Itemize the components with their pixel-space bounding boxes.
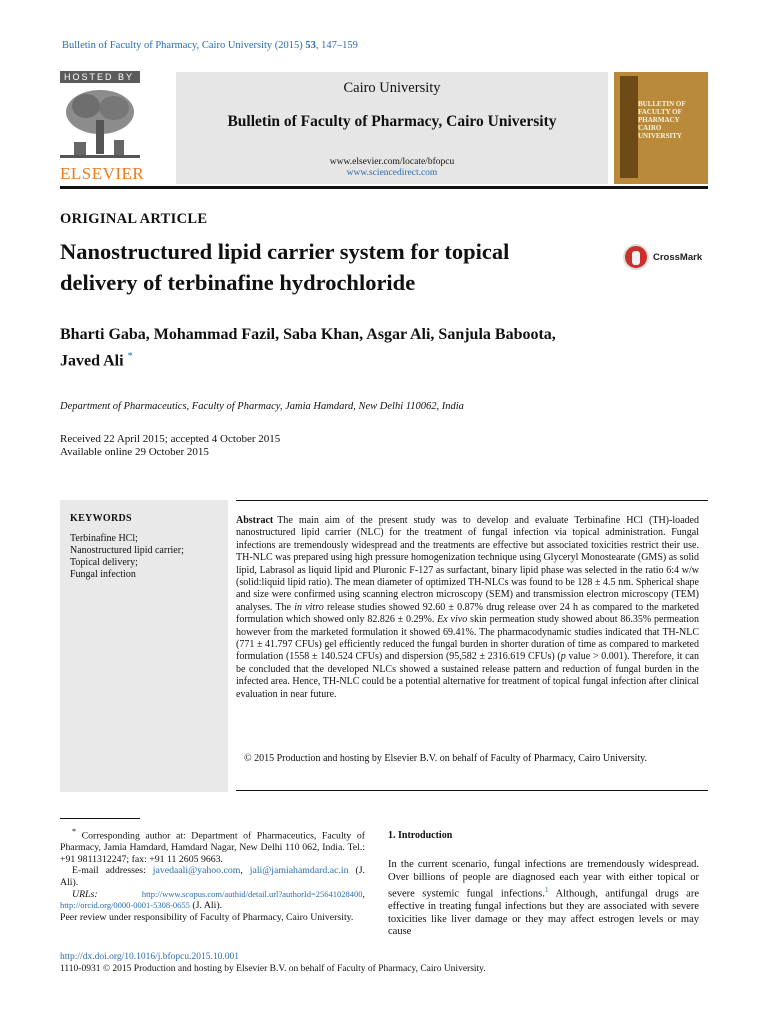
article-title	[60, 236, 600, 298]
url-owner: (J. Ali).	[189, 900, 223, 912]
keyword-item: Nanostructured lipid carrier;	[70, 545, 184, 556]
footnote-rule	[60, 818, 140, 819]
scopus-link[interactable]: http://www.scopus.com/authid/detail.url?authorId=25641028400	[141, 888, 363, 899]
abstract-heading: Abstract	[236, 515, 274, 526]
abstract-body	[236, 515, 699, 701]
url-separator: ,	[362, 888, 365, 900]
authors-line-1: Bharti Gaba, Mohammad Fazil, Saba Khan, Asgar Ali, Sanjula Baboota,	[60, 326, 556, 343]
urls-footnote	[60, 889, 365, 912]
crossmark-button[interactable]	[623, 244, 703, 272]
reference-link[interactable]: 1	[544, 885, 549, 894]
abstract-top-rule	[236, 500, 708, 501]
abstract-copyright: © 2015 Production and hosting by Elsevier B.V. on behalf of Faculty of Pharmacy, Cairo University.	[244, 753, 647, 764]
keywords-list	[70, 533, 184, 581]
corresponding-author-link[interactable]: *	[127, 351, 133, 362]
keyword-item: Fungal infection	[70, 569, 136, 580]
crossmark-label: CrossMark	[653, 252, 703, 263]
affiliation: Department of Pharmaceutics, Faculty of Pharmacy, Jamia Hamdard, New Delhi 110062, India	[60, 401, 464, 412]
keyword-item: Topical delivery;	[70, 557, 138, 568]
email-link-2[interactable]: jali@jamiahamdard.ac.in	[249, 865, 349, 877]
footnotes	[60, 826, 365, 924]
header-rule	[60, 186, 708, 189]
abstract-text: The main aim of the present study was to develop and evaluate Terbinafine HCl (TH)-loaded nanostructured lipid carrier (NLC) for the treatment of fungal infection via topical administration. Fungal infections are tremendously widespread and the treatments are effective but associated toxicities restrict their use. TH-NLC was prepared using high pressure homogenization technique using Glyceryl Monostearate (GMS) as solid lipid, Labrasol as liquid lipid and Pluronic F-127 as surfactant, binary lipid phase was selected in the ratio 6:4 w/w (solid:liquid lipid ratio). The mean diameter of optimized TH-NLCs was found to be 128 ± 4.5 nm. Spherical shape and size were confirmed using scanning electron microscopy (SEM) and transmission electron microscopy (TEM) analyses. The	[236, 515, 699, 613]
crossmark-icon	[623, 244, 649, 270]
abstract-text: value > 0.001). Therefore, it can be concluded that the developed NLCs showed a sustained release pattern and reduction of fungal burden in the infected area. Hence, TH-NLC could be a potential alternative for treatment of topical fungal infection after clinical evaluation in near future.	[236, 651, 699, 700]
footnote-star: *	[72, 827, 77, 836]
abstract-text: skin permeation study showed about 86.35% permeation however from the marketed formulation it showed 69.41%. The pharmacodynamic studies indicated that TH-NLC (771 ± 41.797 CFUs) gel efficiently reduced the fungal burden in shorter duration of time as compared to marketed formulation (1558 ± 140.524 CFUs) and dispersion (95,582 ± 2316.619 CFUs) (	[236, 614, 699, 663]
email-separator: ,	[240, 865, 250, 877]
title-line-1: Nanostructured lipid carrier system for topical	[60, 239, 510, 264]
intro-text: Although, antifungal drugs are effective in treating fungal infections but they are associated with severe toxicities like liver damage or they may affect estrogen levels or may cause	[388, 888, 699, 937]
citation-volume: 53	[305, 40, 316, 51]
abstract-italic-p: p	[560, 651, 566, 663]
sciencedirect-url[interactable]: www.sciencedirect.com	[346, 168, 438, 178]
urls-label: URLs:	[72, 888, 142, 900]
abstract-italic-in-vitro: in vitro	[294, 601, 324, 613]
keywords-heading: KEYWORDS	[70, 513, 132, 524]
intro-body	[388, 859, 699, 939]
journal-cover-image	[614, 72, 708, 184]
received-date: Received 22 April 2015; accepted 4 October 2015	[60, 433, 281, 445]
email-link-1[interactable]: javedaali@yahoo.com	[152, 865, 241, 877]
online-date: Available online 29 October 2015	[60, 446, 209, 458]
abstract-text: release studies showed 92.60 ± 0.87% drug release over 24 h as compared to the marketed formulation which showed only 82.826 ± 0.29%.	[236, 601, 700, 626]
article-dates	[60, 433, 280, 459]
university-name: Cairo University	[343, 80, 441, 96]
citation-pages: , 147–159	[315, 40, 358, 51]
cover-spine	[620, 76, 638, 178]
orcid-link[interactable]: http://orcid.org/0000-0001-5308-0655	[60, 900, 190, 911]
authors-line-2: Javed Ali	[60, 352, 124, 370]
author-list	[60, 324, 680, 372]
elsevier-logo: ELSEVIER	[60, 164, 145, 183]
peer-review-note: Peer review under responsibility of Faculty of Pharmacy, Cairo University.	[60, 912, 354, 924]
corresponding-footnote	[60, 826, 365, 865]
doi-link[interactable]: http://dx.doi.org/10.1016/j.bfopcu.2015.10.001	[60, 952, 240, 962]
keyword-item: Terbinafine HCl;	[70, 533, 138, 544]
email-label: E-mail addresses:	[72, 865, 153, 877]
journal-citation[interactable]	[62, 40, 358, 51]
elsevier-tree-logo-icon	[60, 86, 140, 160]
title-line-2: delivery of terbinafine hydrochloride	[60, 270, 416, 295]
abstract-italic-ex-vivo: Ex vivo	[437, 614, 468, 626]
corresponding-text: Corresponding author at: Department of Pharmaceutics, Faculty of Pharmacy, Jamia Hamdard, Hamdard Nagar, New Delhi 110 062, India. Tel.: +91 9811312247; fax: +91 11 2605 9663.	[60, 830, 365, 865]
issn-copyright: 1110-0931 © 2015 Production and hosting by Elsevier B.V. on behalf of Faculty of Pharmacy, Cairo University.	[60, 964, 486, 974]
cover-text: BULLETIN OF FACULTY OF PHARMACY CAIRO UNIVERSITY	[638, 100, 686, 140]
journal-title: Bulletin of Faculty of Pharmacy, Cairo University	[227, 113, 557, 130]
abstract-bottom-rule	[236, 790, 708, 791]
intro-heading: 1. Introduction	[388, 830, 453, 841]
hosted-by-label: HOSTED BY	[60, 71, 140, 83]
intro-text: In the current scenario, fungal infections are tremendously widespread. Over billions of people are diagnosed each year with either topical or severe systemic fungal infections.	[388, 859, 699, 900]
email-footnote	[60, 865, 365, 888]
citation-journal: Bulletin of Faculty of Pharmacy, Cairo University (2015)	[62, 40, 303, 51]
journal-url[interactable]: www.elsevier.com/locate/bfopcu	[329, 157, 455, 167]
email-owner: (J. Ali).	[60, 865, 365, 889]
article-type: ORIGINAL ARTICLE	[60, 211, 208, 227]
